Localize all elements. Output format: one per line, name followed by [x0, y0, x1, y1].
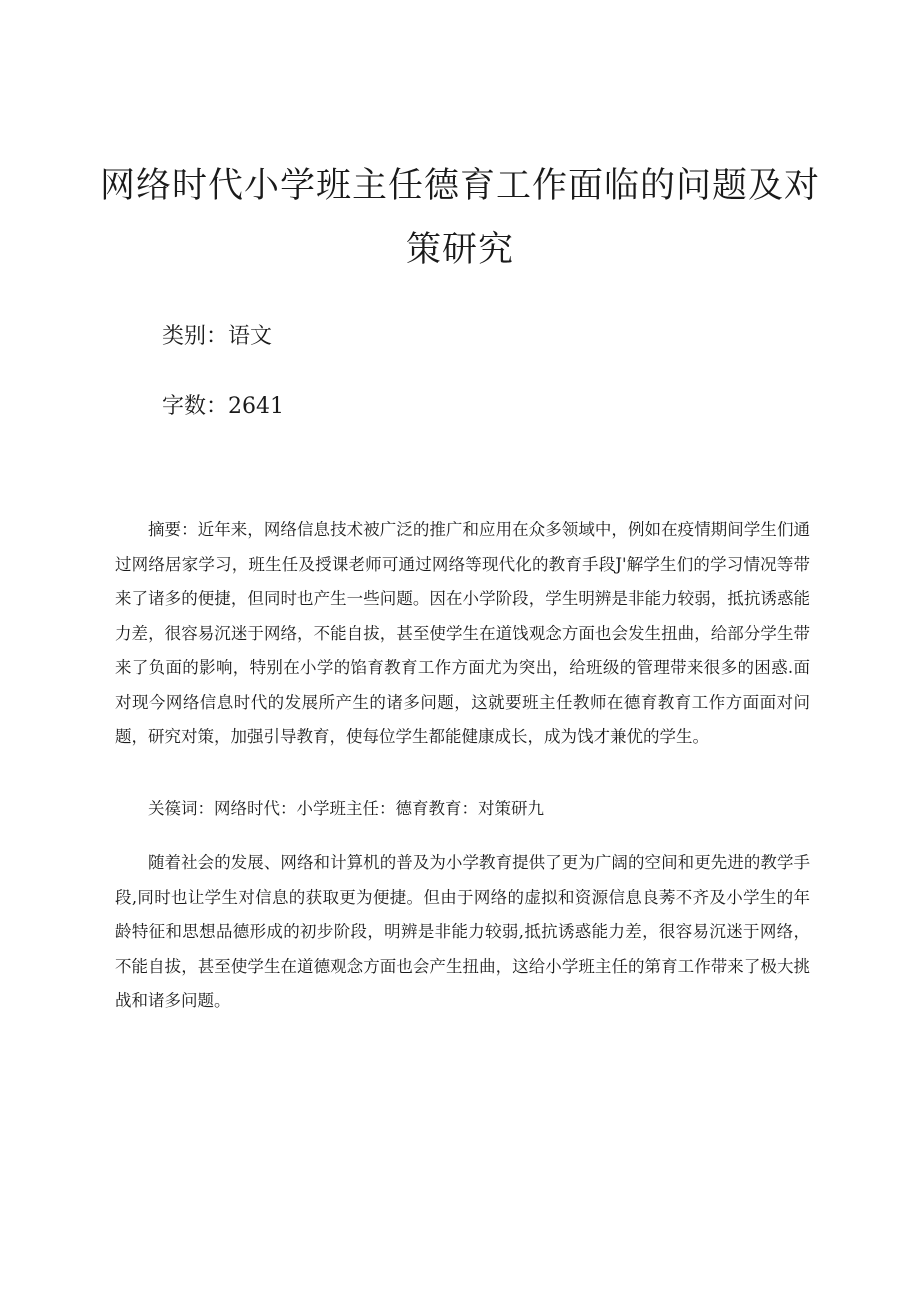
document-title-line-2: 策研究 [405, 230, 514, 270]
category-label: 类别：语文 [162, 324, 273, 349]
wordcount-label: 字数：2641 [162, 394, 284, 419]
body-paragraph: 随着社会的发展、网络和计算机的普及为小学教育提供了更为广阔的空间和更先进的教学手段,同时也让学生对信息的获取更为便捷。但由于网络的虚拟和资源信息良莠不齐及小学生的年龄特征和思想品德形成的初步阶段，明辨是非能力较弱,抵抗诱惑能力差，很容易沉迷于网络，不能自拔，甚至使学生在道德观念方面也会产生扭曲，这给小学班主任的第育工作带来了极大挑战和诸多问题。 [115, 853, 810, 1010]
document-title-line-1: 网络时代小学班主任德育工作面临的问题及对 [100, 166, 821, 206]
keywords-paragraph: 关篌词：网络时代：小学班主任：德育教育：对策研九 [148, 799, 544, 818]
abstract-paragraph: 摘要：近年来，网络信息技术被广泛的推广和应用在众多领域中，例如在疫情期间学生们通过网络居家学习，班生任及授课老师可通过网络等现代化的教育手段J'解学生们的学习情况等带来了诸多的便捷，但同时也产生一些问题。因在小学阶段，学生明辨是非能力较弱，抵抗诱惑能力差，很容易沉迷于网络，不能自拔，甚至使学生在道饯观念方面也会发生扭曲，给部分学生带来了负面的影响，特别在小学的馅育教育工作方面尤为突出，给班级的管理带来很多的困惑.面对现今网络信息时代的发展所产生的诸多问题，这就要班主任教师在德育教育工作方面面对问题，研究对策，加强引导教育，使每位学生都能健康成长，成为饯才兼优的学生。 [115, 520, 810, 746]
